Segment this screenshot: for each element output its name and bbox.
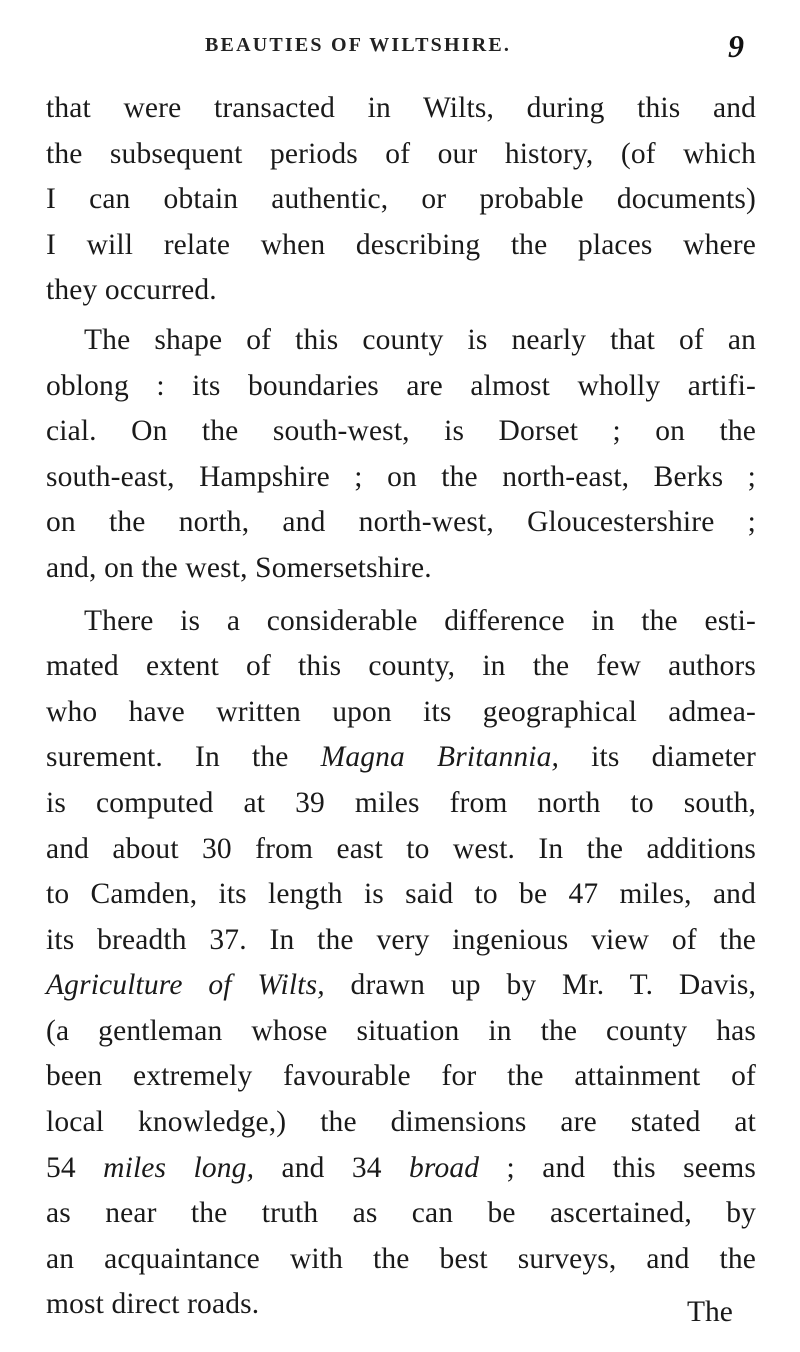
text-line: and about 30 from east to west. In the additions <box>46 832 756 865</box>
italic-title: Magna Britannia, <box>320 741 560 774</box>
text-line: is computed at 39 miles from north to south, <box>46 786 756 819</box>
line-text: 54 <box>46 1151 104 1184</box>
text-line: been extremely favourable for the attainment of <box>46 1060 756 1093</box>
text-line: who have written upon its geographical admea- <box>46 695 756 728</box>
paragraph <box>46 86 756 314</box>
text-line: to Camden, its length is said to be 47 miles, and <box>46 878 756 911</box>
page-number: 9 <box>728 28 744 64</box>
line-text: drawn up by Mr. T. Davis, <box>324 969 757 1002</box>
text-line: an acquaintance with the best surveys, and the <box>46 1242 756 1275</box>
body-text <box>46 86 756 1328</box>
text-line: cial. On the south-west, is Dorset ; on the <box>46 415 756 448</box>
italic-phrase: miles long, <box>103 1151 255 1184</box>
running-head <box>0 30 800 66</box>
text-line <box>46 1146 756 1192</box>
text-line: most direct roads. <box>46 1288 260 1321</box>
text-line: they occurred. <box>46 274 217 307</box>
line-text: surement. In the <box>46 741 321 774</box>
text-line: that were transacted in Wilts, during this and <box>46 92 756 124</box>
text-line: (a gentleman whose situation in the county has <box>46 1014 756 1047</box>
text-line: its breadth 37. In the very ingenious view of the <box>46 923 756 956</box>
line-text: and 34 <box>254 1151 410 1184</box>
text-line: There is a considerable difference in the esti- <box>84 604 756 637</box>
text-line: and, on the west, Somersetshire. <box>46 551 432 584</box>
text-line: The shape of this county is nearly that of an <box>84 323 756 356</box>
text-line: south-east, Hampshire ; on the north-east, Berks ; <box>46 460 756 493</box>
text-line: I can obtain authentic, or probable documents) <box>46 183 756 216</box>
paragraph <box>46 599 756 1329</box>
line-text: ; and this seems <box>479 1151 757 1184</box>
catchword: The <box>687 1296 733 1328</box>
text-line <box>46 963 756 1009</box>
text-line: on the north, and north-west, Gloucestershire ; <box>46 506 756 539</box>
italic-phrase: broad <box>409 1151 480 1184</box>
text-line: as near the truth as can be ascertained, by <box>46 1197 756 1230</box>
text-line: oblong : its boundaries are almost wholly artifi- <box>46 369 756 402</box>
running-title: BEAUTIES OF WILTSHIRE. <box>205 34 512 56</box>
line-text: its diameter <box>559 741 757 774</box>
text-line: the subsequent periods of our history, (of which <box>46 137 756 170</box>
text-line: mated extent of this county, in the few authors <box>46 650 756 683</box>
italic-title: Agriculture of Wilts, <box>46 969 325 1002</box>
paragraph <box>46 318 756 592</box>
text-line: I will relate when describing the places where <box>46 228 756 261</box>
text-line <box>46 735 756 781</box>
text-line: local knowledge,) the dimensions are stated at <box>46 1106 756 1139</box>
